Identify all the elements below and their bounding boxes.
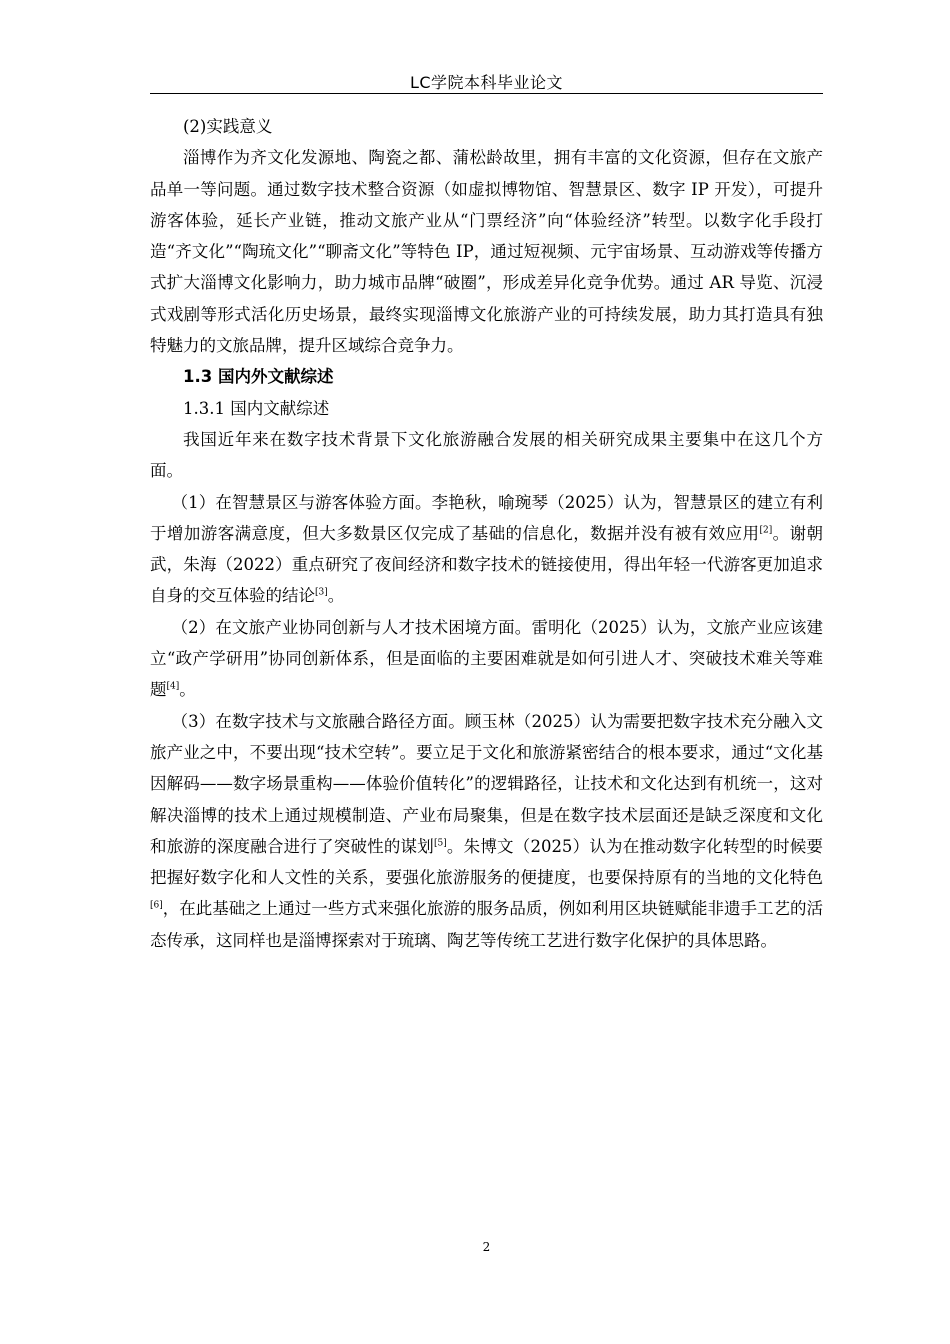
- page-number: 2: [482, 1240, 491, 1254]
- header-rule: [150, 93, 823, 94]
- paragraph-text: （1）在智慧景区与游客体验方面。李艳秋，喻琬琴（2025）认为，智慧景区的建立有利于增加游客满意度，但大多数景区仅完成了基础的信息化，数据并没有被有效应用: [150, 492, 823, 543]
- citation-marker[interactable]: [2]: [759, 525, 773, 536]
- paragraph-text: 。: [327, 586, 345, 606]
- paragraph-text: 。朱博文（2025）认为在推动数字化转型的时候要把握好数字化和人文性的关系，要强化旅游服务的便捷度，也要保持原有的当地的文化特色: [150, 836, 823, 888]
- section-heading: 1.3 国内外文献综述: [183, 367, 334, 387]
- review-paragraph-1: [150, 487, 823, 612]
- citation-marker[interactable]: [6]: [150, 900, 163, 911]
- running-header: LC学院本科毕业论文: [409, 73, 564, 92]
- citation-marker[interactable]: [4]: [166, 681, 180, 692]
- practice-heading: (2)实践意义: [183, 117, 273, 136]
- subsection-heading: 1.3.1 国内文献综述: [183, 398, 330, 418]
- practice-paragraph: 淄博作为齐文化发源地、陶瓷之都、蒲松龄故里，拥有丰富的文化资源，但存在文旅产品单一等问题。通过数字技术整合资源（如虚拟博物馆、智慧景区、数字 IP 开发），可提升游客体验，延长产业链，推动文旅产业从“门票经济”向“体验经济”转型。以数字化手段打造“齐文化”“陶琉文化”“聊斋文化”等特色 IP，通过短视频、元宇宙场景、互动游戏等传播方式扩大淄博文化影响力，助力城市品牌“破圈”，形成差异化竞争优势。通过 AR 导览、沉浸式戏剧等形式活化历史场景，最终实现淄博文化旅游产业的可持续发展，助力其打造具有独特魅力的文旅品牌，提升区域综合竞争力。: [150, 148, 823, 356]
- paragraph-text: 。: [179, 680, 196, 700]
- paragraph-text: 。谢朝武，朱海（2022）重点研究了夜间经济和数字技术的链接使用，得出年轻一代游客更加追求自身的交互体验的结论: [150, 523, 824, 606]
- review-paragraph-2: [150, 612, 823, 706]
- citation-marker[interactable]: [5]: [433, 838, 447, 849]
- review-intro-paragraph: 我国近年来在数字技术背景下文化旅游融合发展的相关研究成果主要集中在这几个方面。: [150, 429, 823, 481]
- paragraph-text: （3）在数字技术与文旅融合路径方面。顾玉林（2025）认为需要把数字技术充分融入文旅产业之中，不要出现“技术空转”。要立足于文化和旅游紧密结合的根本要求，通过“文化基因解码——数字场景重构——体验价值转化”的逻辑路径，让技术和文化达到有机统一，这对解决淄博的技术上通过规模制造、产业布局聚集，但是在数字技术层面还是缺乏深度和文化和旅游的深度融合进行了突破性的谋划: [150, 711, 823, 856]
- paragraph-text: （2）在文旅产业协同创新与人才技术困境方面。雷明化（2025）认为，文旅产业应该建立“政产学研用”协同创新体系，但是面临的主要困难就是如何引进人才、突破技术难关等难题: [150, 617, 823, 700]
- document-body: [150, 111, 823, 956]
- review-paragraph-3: [150, 706, 823, 956]
- citation-marker[interactable]: [3]: [315, 587, 328, 598]
- paragraph-text: ，在此基础之上通过一些方式来强化旅游的服务品质，例如利用区块链赋能非遗手工艺的活态传承，这同样也是淄博探索对于琉璃、陶艺等传统工艺进行数字化保护的具体思路。: [150, 899, 823, 950]
